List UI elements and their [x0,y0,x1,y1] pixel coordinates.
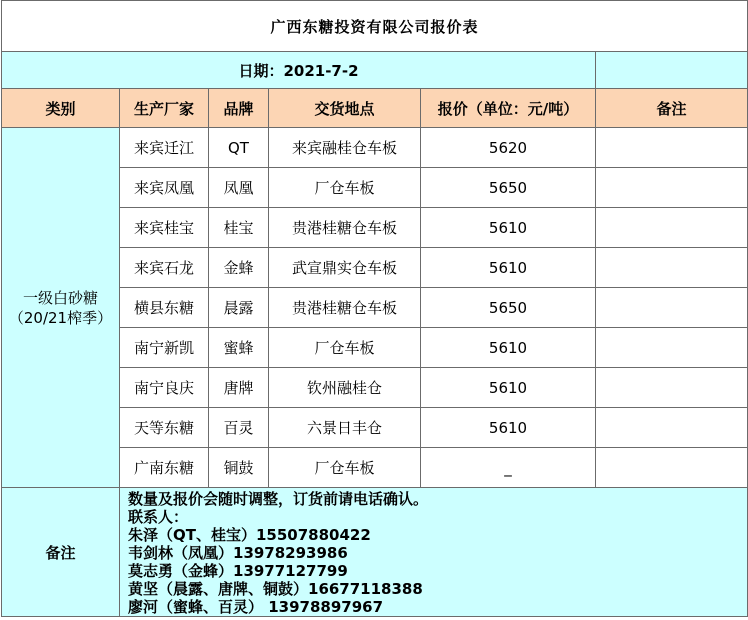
remarks-cell [596,168,748,208]
brand-cell: 凤凰 [209,168,269,208]
header-remarks: 备注 [596,89,748,128]
table-row [2,128,748,168]
delivery-cell: 钦州融桂仓 [269,368,421,408]
remarks-cell [596,208,748,248]
contact-line: 黄坚（晨露、唐牌、铜鼓）16677118388 [128,580,423,598]
brand-cell: 铜鼓 [209,448,269,488]
brand-cell: 金蜂 [209,248,269,288]
brand-cell: QT [209,128,269,168]
manufacturer-cell: 广南东糖 [120,448,209,488]
delivery-cell: 来宾融桂仓车板 [269,128,421,168]
brand-cell: 晨露 [209,288,269,328]
price-cell: 5610 [421,208,596,248]
delivery-cell: 贵港桂糖仓车板 [269,288,421,328]
delivery-cell: 武宣鼎实仓车板 [269,248,421,288]
price-cell: 5610 [421,368,596,408]
header-brand: 品牌 [209,89,269,128]
header-category: 类别 [2,89,120,128]
category-name: 一级白砂糖 [22,288,98,307]
remarks-cell [596,368,748,408]
manufacturer-cell: 南宁良庆 [120,368,209,408]
contact-line: 廖河（蜜蜂、百灵） 13978897967 [128,598,384,616]
price-cell: 5610 [421,248,596,288]
brand-cell: 桂宝 [209,208,269,248]
remarks-cell [596,408,748,448]
delivery-cell: 厂仓车板 [269,328,421,368]
price-table [1,0,748,617]
remarks-cell [596,448,748,488]
brand-cell: 唐牌 [209,368,269,408]
date-label: 日期：2021-7-2 [2,52,596,89]
manufacturer-cell: 来宾凤凰 [120,168,209,208]
notes-content [120,488,748,617]
category-season: （20/21榨季） [8,308,113,327]
contact-line: 朱泽（QT、桂宝）15507880422 [128,526,371,544]
price-cell: 5610 [421,328,596,368]
manufacturer-cell: 南宁新凯 [120,328,209,368]
delivery-cell: 贵港桂糖仓车板 [269,208,421,248]
price-cell: _ [421,448,596,488]
manufacturer-cell: 横县东糖 [120,288,209,328]
manufacturer-cell: 来宾桂宝 [120,208,209,248]
brand-cell: 百灵 [209,408,269,448]
price-cell: 5650 [421,168,596,208]
delivery-cell: 厂仓车板 [269,448,421,488]
header-delivery: 交货地点 [269,89,421,128]
price-cell: 5650 [421,288,596,328]
brand-cell: 蜜蜂 [209,328,269,368]
price-cell: 5610 [421,408,596,448]
header-manufacturer: 生产厂家 [120,89,209,128]
manufacturer-cell: 来宾石龙 [120,248,209,288]
contact-line: 莫志勇（金蜂）13977127799 [128,562,348,580]
delivery-cell: 厂仓车板 [269,168,421,208]
remarks-cell [596,288,748,328]
notes-line: 数量及报价会随时调整，订货前请电话确认。 [128,490,429,508]
price-cell: 5620 [421,128,596,168]
notes-row [2,488,748,617]
contact-line: 韦剑林（凤凰）13978293986 [128,544,348,562]
manufacturer-cell: 天等东糖 [120,408,209,448]
delivery-cell: 六景日丰仓 [269,408,421,448]
date-blank-cell [596,52,748,89]
sheet-title: 广西东糖投资有限公司报价表 [2,1,748,52]
header-price: 报价（单位：元/吨） [421,89,596,128]
remarks-cell [596,128,748,168]
manufacturer-cell: 来宾迁江 [120,128,209,168]
category-cell [2,128,120,488]
header-row [2,89,748,128]
notes-label: 备注 [2,488,120,617]
remarks-cell [596,328,748,368]
notes-line: 联系人： [128,508,189,526]
remarks-cell [596,248,748,288]
